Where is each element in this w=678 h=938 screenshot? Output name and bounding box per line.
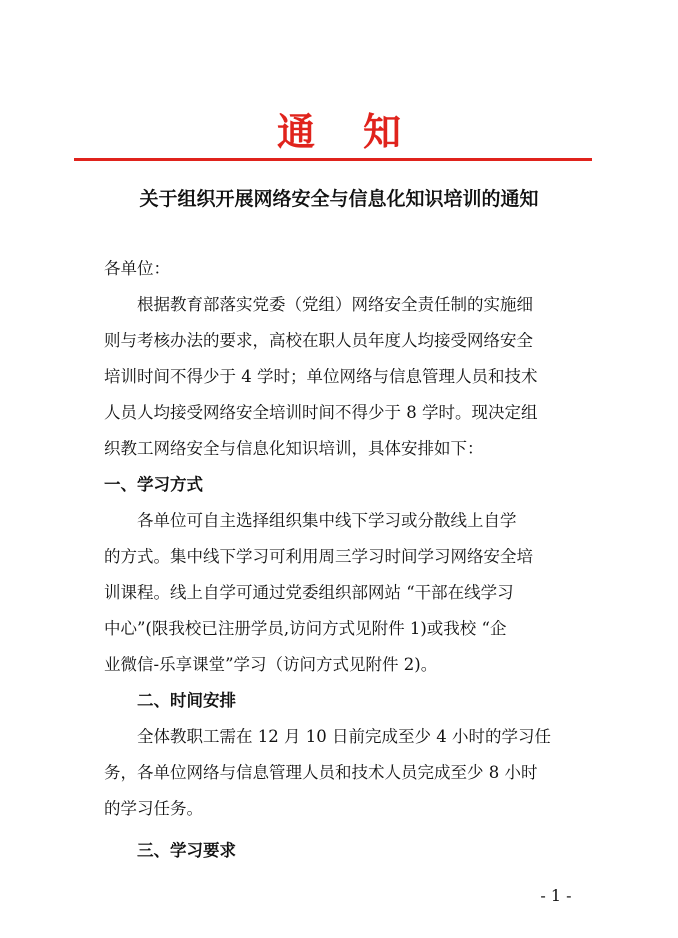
intro-line: 则与考核办法的要求，高校在职人员年度人均接受网络安全 <box>104 331 533 350</box>
intro-line: 根据教育部落实党委（党组）网络安全责任制的实施细 <box>137 295 533 314</box>
intro-line: 织教工网络安全与信息化知识培训，具体安排如下： <box>104 439 484 458</box>
red-header-title: 通知 <box>276 109 449 154</box>
section-heading: 一、学习方式 <box>104 475 203 494</box>
intro-line: 培训时间不得少于 4 学时；单位网络与信息管理人员和技术 <box>104 367 538 386</box>
section-line: 的学习任务。 <box>104 799 203 818</box>
salutation: 各单位： <box>104 259 170 278</box>
section-line: 全体教职工需在 12 月 10 日前完成至少 4 小时的学习任 <box>137 727 551 746</box>
red-header-rule <box>74 158 592 161</box>
section-line: 的方式。集中线下学习可利用周三学习时间学习网络安全培 <box>104 547 533 566</box>
section-line: 业微信-乐享课堂”学习（访问方式见附件 2)。 <box>104 655 438 674</box>
section-heading: 二、时间安排 <box>137 691 236 710</box>
section-heading: 三、学习要求 <box>137 841 236 860</box>
section-line: 务，各单位网络与信息管理人员和技术人员完成至少 8 小时 <box>104 763 538 782</box>
document-body <box>104 251 586 869</box>
section-line: 各单位可自主选择组织集中线下学习或分散线上自学 <box>137 511 517 530</box>
section-line: 训课程。线上自学可通过党委组织部网站 “干部在线学习 <box>104 583 514 602</box>
section-line: 中心”(限我校已注册学员,访问方式见附件 1)或我校 “企 <box>104 619 507 638</box>
page-number: - 1 - <box>540 886 572 905</box>
document-title: 关于组织开展网络安全与信息化知识培训的通知 <box>139 188 539 210</box>
intro-line: 人员人均接受网络安全培训时间不得少于 8 学时。现决定组 <box>104 403 538 422</box>
